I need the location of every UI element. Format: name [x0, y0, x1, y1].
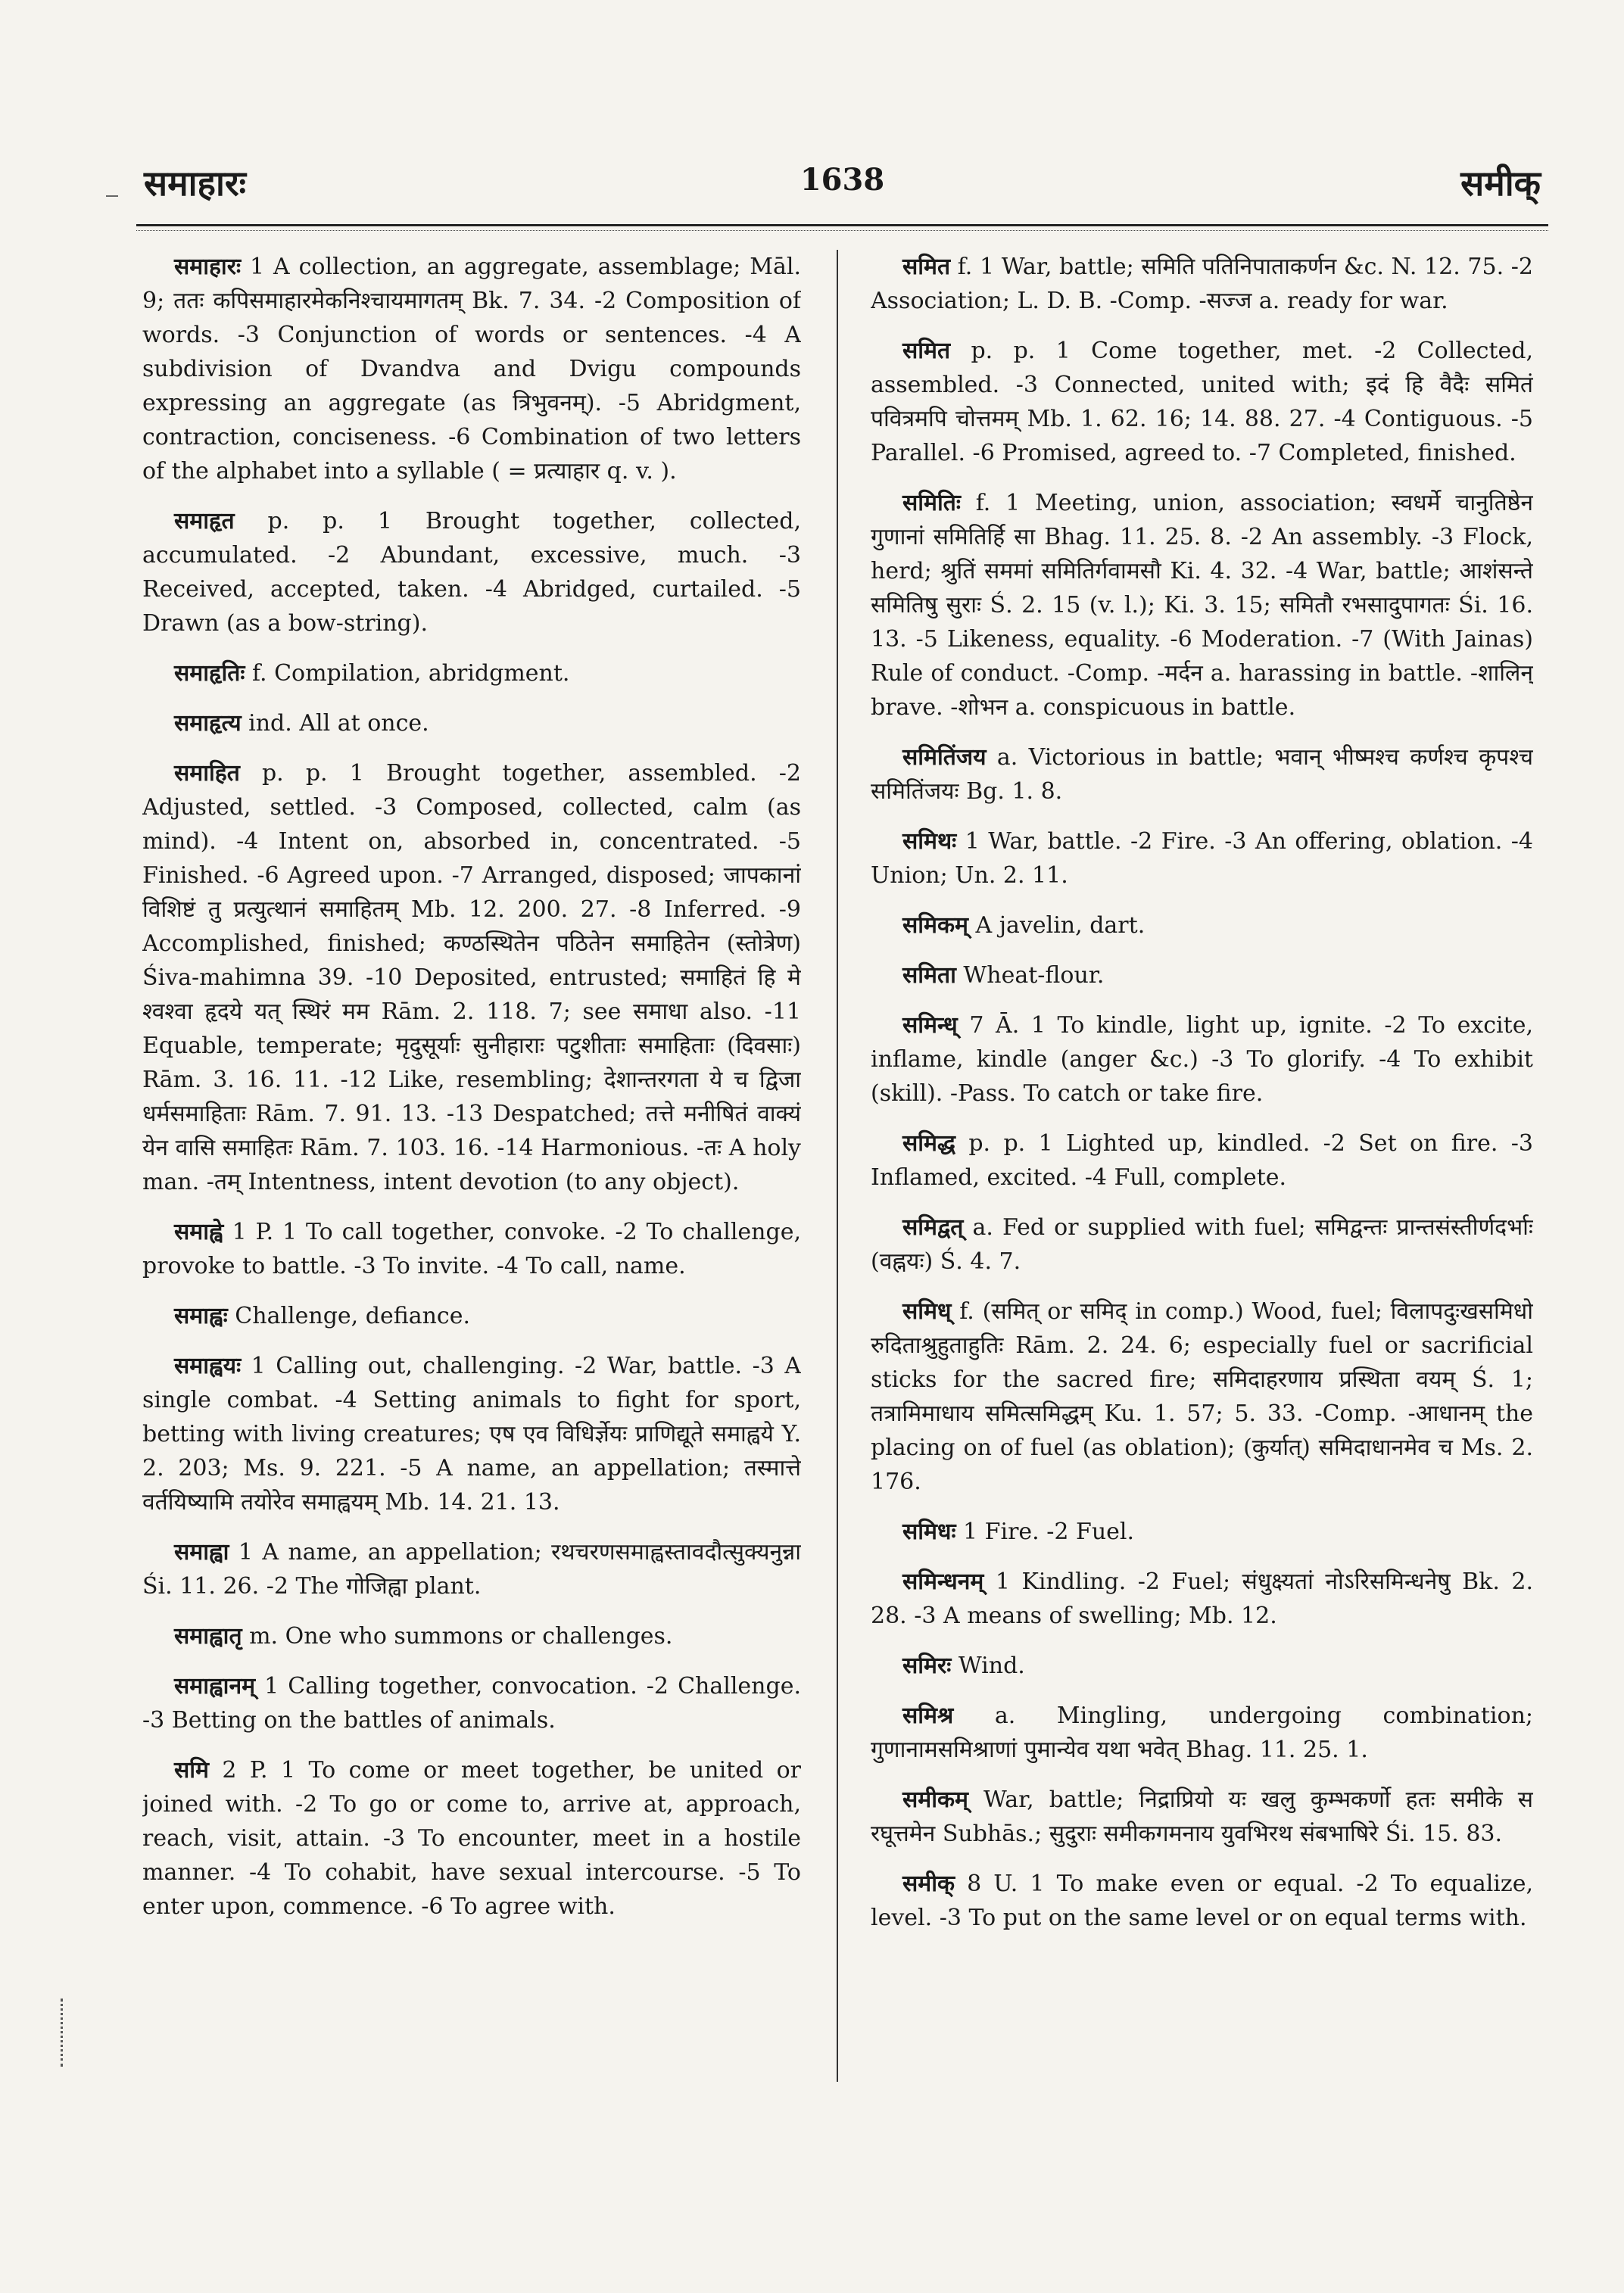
entry-headword: समितिंजय [902, 744, 987, 771]
dictionary-entry [871, 1294, 1533, 1499]
entry-headword: समिध् [902, 1298, 952, 1325]
entry-definition: ind. All at once. [248, 710, 429, 737]
dictionary-entry [142, 1299, 801, 1333]
entry-definition: 1 A name, an appellation; रथचरणसमाह्वस्तावदौत्सुक्यनुन्ना Śi. 11. 26. -2 The गोजिह्वा plant. [142, 1539, 801, 1600]
entry-headword: समितिः [902, 490, 961, 516]
entry-headword: समाह्वा [174, 1539, 229, 1566]
dictionary-entry [871, 1649, 1533, 1683]
entry-definition: 1 A collection, an aggregate, assemblage; Māl. 9; ततः कपिसमाहारमेकनिश्चायमागतम् Bk. 7. 34. -2 Composition of words. -3 Conjunction of words or sentences. -4 A subdivision of Dvandva and Dvigu compounds expressing an aggregate (as त्रिभुवनम्). -5 Abridgment, contraction, conciseness. -6 Combination of two letters of the alphabet into a syllable ( = प्रत्याहार q. v. ). [142, 254, 801, 484]
dictionary-entry [142, 250, 801, 488]
entry-definition: m. One who summons or challenges. [249, 1623, 673, 1650]
page-header [144, 159, 1541, 220]
entry-definition: 1 Fire. -2 Fuel. [963, 1519, 1135, 1545]
entry-definition: 1 P. 1 To call together, convoke. -2 To challenge, provoke to battle. -3 To invite. -4 To call, name. [142, 1219, 801, 1279]
entry-definition: Wheat-flour. [963, 962, 1105, 989]
entry-definition: 1 War, battle. -2 Fire. -3 An offering, oblation. -4 Union; Un. 2. 11. [871, 828, 1533, 889]
entry-headword: समाह्वयः [174, 1353, 242, 1379]
entry-definition: 7 Ā. 1 To kindle, light up, ignite. -2 To excite, inflame, kindle (anger &c.) -3 To glorify. -4 To exhibit (skill). -Pass. To catch or take fire. [871, 1012, 1533, 1107]
entry-definition: f. 1 War, battle; समिति पतिनिपाताकर्णन &c. N. 12. 75. -2 Association; L. D. B. -Comp. -सज्ज a. ready for war. [871, 254, 1533, 314]
dictionary-entry [142, 1349, 801, 1519]
dictionary-entry [871, 250, 1533, 318]
entry-definition: a. Mingling, undergoing combination; गुणानामसमिश्राणां पुमान्येव यथा भवेत् Bhag. 11. 25. 1. [871, 1703, 1533, 1763]
entry-headword: समिकम् [902, 912, 968, 939]
entry-headword: समिद्ध [902, 1130, 955, 1157]
dictionary-entry [871, 334, 1533, 470]
margin-tick [106, 195, 118, 197]
dictionary-entry [871, 740, 1533, 808]
header-rule [136, 224, 1548, 231]
entry-headword: समाह्वे [174, 1219, 223, 1245]
left-running-headword: समाहारः [144, 163, 246, 204]
right-running-headword: समीक् [1460, 163, 1541, 204]
dictionary-entry [871, 1565, 1533, 1633]
entry-definition: 2 P. 1 To come or meet together, be united or joined with. -2 To go or come to, arrive at, approach, reach, visit, attain. -3 To encounter, meet in a hostile manner. -4 To cohabit, have sexual intercourse. -5 To enter upon, commence. -6 To agree with. [142, 1757, 801, 1920]
entry-definition: Challenge, defiance. [235, 1303, 471, 1329]
dictionary-entry [142, 1619, 801, 1653]
entry-headword: समिन्ध् [902, 1012, 958, 1039]
entry-definition: p. p. 1 Come together, met. -2 Collected, assembled. -3 Connected, united with; इदं हि वैदैः समितं पवित्रमपि चोत्तमम् Mb. 1. 62. 16; 14. 88. 27. -4 Contiguous. -5 Parallel. -6 Promised, agreed to. -7 Completed, finished. [871, 338, 1533, 466]
entry-headword: समाहृत [174, 508, 235, 534]
entry-definition: War, battle; निद्राप्रियो यः खलु कुम्भकर्णो हतः समीके स रघूत्तमेन Subhās.; सुदुराः समीकगमनाय युवभिरथ संबभाषिरे Śi. 15. 83. [871, 1787, 1533, 1847]
entry-definition: p. p. 1 Lighted up, kindled. -2 Set on fire. -3 Inflamed, excited. -4 Full, complete. [871, 1130, 1533, 1191]
dictionary-entry [871, 1515, 1533, 1549]
entry-headword: समिधः [902, 1519, 956, 1545]
entry-definition: Wind. [958, 1653, 1025, 1679]
dictionary-entry [871, 1699, 1533, 1767]
entry-headword: समाहृतिः [174, 660, 245, 687]
dictionary-entry [871, 1008, 1533, 1111]
right-column [871, 250, 1533, 2127]
dictionary-entry [871, 1126, 1533, 1195]
dictionary-entry [871, 1210, 1533, 1279]
dictionary-entry [142, 706, 801, 740]
entry-headword: समाहारः [174, 254, 242, 280]
entry-definition: p. p. 1 Brought together, assembled. -2 Adjusted, settled. -3 Composed, collected, calm (as mind). -4 Intent on, absorbed in, concentrated. -5 Finished. -6 Agreed upon. -7 Arranged, disposed; जापकानां विशिष्टं तु प्रत्युत्थानं समाहितम् Mb. 12. 200. 27. -8 Inferred. -9 Accomplished, finished; कण्ठस्थितेन पठितेन समाहितेन (स्तोत्रेण) Śiva-mahimna 39. -10 Deposited, entrusted; समाहितं हि मे श्वश्वा हृदये यत् स्थिरं मम Rām. 2. 118. 7; see समाधा also. -11 Equable, temperate; मृदुसूर्याः सुनीहाराः पटुशीताः समाहिताः (दिवसाः) Rām. 3. 16. 11. -12 Like, resembling; देशान्तरगता ये च द्विजा धर्मसमाहिताः Rām. 7. 91. 13. -13 Despatched; तत्ते मनीषितं वाक्यं येन वासि समाहितः Rām. 7. 103. 16. -14 Harmonious. -तः A holy man. -तम् Intentness, intent devotion (to any object). [142, 760, 801, 1195]
entry-headword: समाह्वातृ [174, 1623, 242, 1650]
dictionary-entry [142, 756, 801, 1199]
dictionary-entry [142, 1215, 801, 1283]
entry-headword: समित [902, 254, 951, 280]
entry-headword: समिता [902, 962, 956, 989]
dictionary-entry [871, 1867, 1533, 1935]
entry-headword: समीकम् [902, 1787, 968, 1813]
entry-definition: 1 Kindling. -2 Fuel; संधुक्ष्यतां नोऽरिसमिन्धनेषु Bk. 2. 28. -3 A means of swelling; Mb. 12. [871, 1569, 1533, 1629]
entry-headword: समाह्वः [174, 1303, 228, 1329]
entry-headword: समीक् [902, 1871, 955, 1897]
dictionary-entry [142, 1753, 801, 1924]
dictionary-entry [871, 1783, 1533, 1851]
entry-headword: समिन्धनम् [902, 1569, 984, 1595]
left-column [142, 250, 801, 2127]
entry-headword: समाहृत्य [174, 710, 242, 737]
entry-definition: p. p. 1 Brought together, collected, accumulated. -2 Abundant, excessive, much. -3 Received, accepted, taken. -4 Abridged, curtailed. -5 Drawn (as a bow-string). [142, 508, 801, 637]
entry-definition: f. 1 Meeting, union, association; स्वधर्मे चानुतिष्ठेन गुणानां समितिर्हि सा Bhag. 11. 25. 8. -2 An assembly. -3 Flock, herd; श्रुतिं सममां समितिर्गवामसौ Ki. 4. 32. -4 War, battle; आशंसन्ते समितिषु सुराः Ś. 2. 15 (v. l.); Ki. 3. 15; समितौ रभसादुपागतः Śi. 16. 13. -5 Likeness, equality. -6 Moderation. -7 (With Jainas) Rule of conduct. -Comp. -मर्दन a. harassing in battle. -शालिन् brave. -शोभन a. conspicuous in battle. [871, 490, 1533, 721]
entry-definition: f. (समित् or समिद् in comp.) Wood, fuel; विलापदुःखसमिधो रुदिताश्रुहुताहुतिः Rām. 2. 24. 6; especially fuel or sacrificial sticks for the sacred fire; समिदाहरणाय प्रस्थिता वयम् Ś. 1; तत्रामिमाधाय समित्समिद्धम् Ku. 1. 57; 5. 33. -Comp. -आधानम् the placing on of fuel (as oblation); (कुर्यात्) समिदाधानमेव च Ms. 2. 176. [871, 1298, 1533, 1495]
dictionary-entry [142, 1535, 801, 1603]
margin-marks [61, 1999, 76, 2067]
entry-headword: समित [902, 338, 951, 364]
entry-headword: समिरः [902, 1653, 952, 1679]
entry-definition: 8 U. 1 To make even or equal. -2 To equalize, level. -3 To put on the same level or on equal terms with. [871, 1871, 1533, 1931]
entry-headword: समिश्र [902, 1703, 954, 1729]
dictionary-entry [871, 824, 1533, 893]
entry-headword: समि [174, 1757, 209, 1784]
dictionary-entry [142, 504, 801, 640]
dictionary-entry [142, 656, 801, 690]
entry-definition: a. Victorious in battle; भवान् भीष्मश्च कर्णश्च कृपश्च समितिंजयः Bg. 1. 8. [871, 744, 1533, 805]
entry-definition: a. Fed or supplied with fuel; समिद्वन्तः प्रान्तसंस्तीर्णदर्भाः (वह्नयः) Ś. 4. 7. [871, 1214, 1533, 1275]
page-number: 1638 [800, 162, 885, 198]
entry-headword: समिथः [902, 828, 957, 855]
entry-headword: समिद्वत् [902, 1214, 964, 1241]
entry-headword: समाहित [174, 760, 240, 787]
entry-headword: समाह्वानम् [174, 1673, 256, 1699]
entry-definition: 1 Calling out, challenging. -2 War, battle. -3 A single combat. -4 Setting animals to fight for sport, betting with living creatures; एष एव विधिर्ज्ञेयः प्राणिद्यूते समाह्वये Y. 2. 203; Ms. 9. 221. -5 A name, an appellation; तस्मात्ते वर्तयिष्यामि तयोरेव समाह्वयम् Mb. 14. 21. 13. [142, 1353, 801, 1516]
dictionary-entry [871, 908, 1533, 942]
dictionary-entry [142, 1669, 801, 1737]
entry-definition: 1 Calling together, convocation. -2 Challenge. -3 Betting on the battles of animals. [142, 1673, 801, 1734]
entry-definition: f. Compilation, abridgment. [251, 660, 570, 687]
entry-definition: A javelin, dart. [975, 912, 1146, 939]
dictionary-entry [871, 958, 1533, 992]
column-divider [837, 250, 838, 2082]
dictionary-entry [871, 486, 1533, 724]
